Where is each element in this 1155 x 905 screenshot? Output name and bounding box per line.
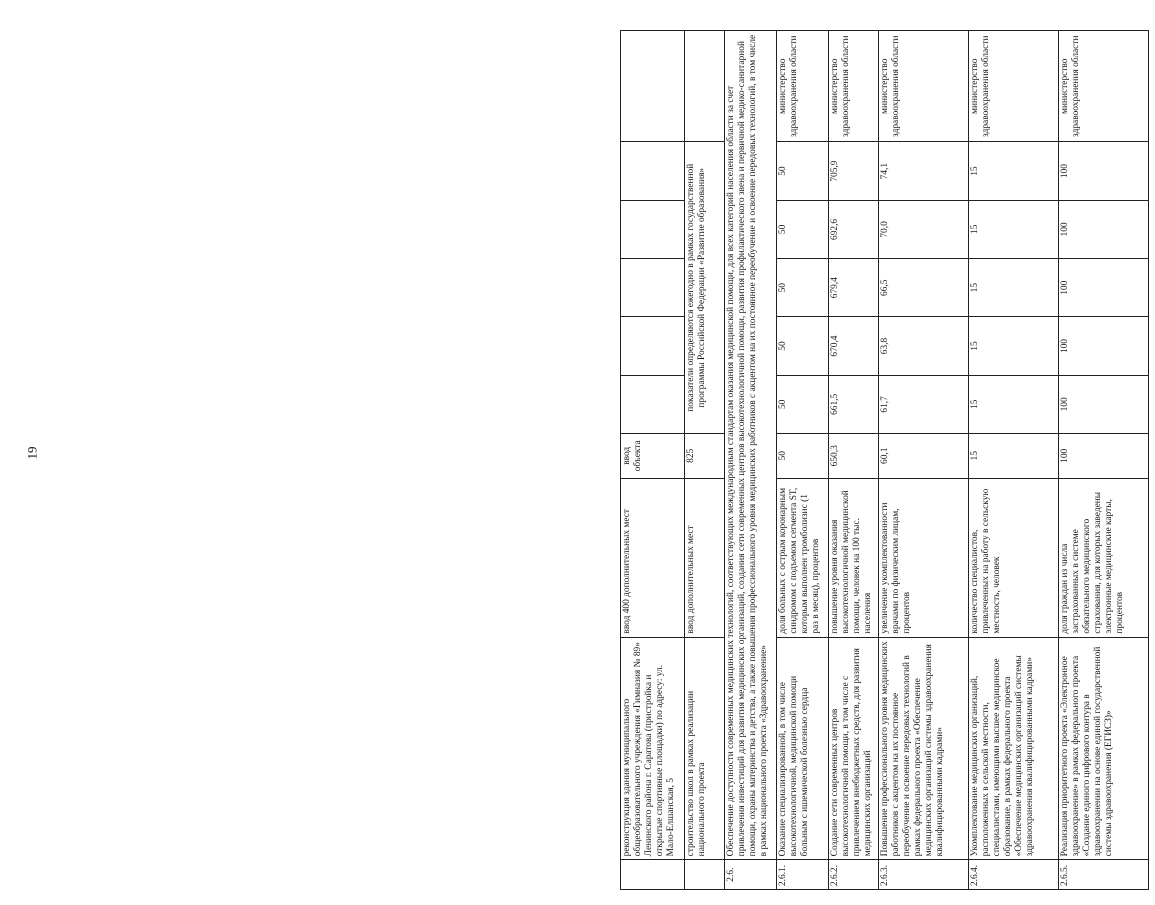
cell-base: 825 [685,434,725,479]
cell-year [621,259,685,317]
cell-name: Повышение профессионального уровня медицинских работников с акцентом на их постоянное переобучение и освоение передовых технологий в рамках федерального проекта «Обеспечение медицинских организаций системы здравоохранения квалифицированными кадрами» [879,637,969,860]
cell-year [621,375,685,433]
rotated-table-container [620,30,1155,890]
cell-resp: министерство здравоохранения области [777,31,829,142]
cell-year: 15 [969,317,1059,375]
cell-resp: министерство здравоохранения области [829,31,879,142]
cell-resp: министерство здравоохранения области [969,31,1059,142]
cell-year: 15 [969,375,1059,433]
cell-num [685,860,725,890]
cell-name: Укомплектование медицинских организаций, расположенных в сельской местности, специалистами, имеющими высшее медицинское образование, в рамках федерального проекта «Обеспечение медицинских организаций системы здравоохранения квалифицированными кадрами» [969,637,1059,860]
cell-num: 2.6. [725,860,777,890]
cell-year [621,317,685,375]
cell-base: 650,3 [829,434,879,479]
cell-year: 100 [1059,200,1149,258]
cell-base: 50 [777,434,829,479]
cell-name: Оказание специализированной, в том числе высокотехнологичной, медицинской помощи больным с ишемической болезнью сердца [777,637,829,860]
cell-year: 74,1 [879,142,969,200]
cell-indicator: ввод 400 дополнительных мест [621,478,685,637]
table-row [1059,31,1149,890]
table-row [879,31,969,890]
cell-indicator: доля граждан из числа застрахованных в системе обязательного медицинского страхования, для которых заведены электронные медицинские карты, процентов [1059,478,1149,637]
cell-year: 66,5 [879,259,969,317]
cell-year: 670,4 [829,317,879,375]
cell-name: Создание сети современных центров высокотехнологичной помощи, в том числе с привлечением внебюджетных средств, для развития медицинских организаций [829,637,879,860]
cell-year: 692,6 [829,200,879,258]
cell-year: 100 [1059,142,1149,200]
table-row [969,31,1059,890]
cell-indicator: доля больных с острым коронарным синдромом с подъемом сегмента ST, которым выполнен тромболизис (1 раз в месяц), процентов [777,478,829,637]
cell-name: Реализация приоритетного проекта «Электронное здравоохранение» в рамках федерального проекта «Создание единого цифрового контура в здравоохранении на основе единой государственной системы здравоохранения (ЕГИСЗ)» [1059,637,1149,860]
cell-num: 2.6.5. [1059,860,1149,890]
cell-year: 61,7 [879,375,969,433]
cell-year: 63,8 [879,317,969,375]
cell-year: 15 [969,259,1059,317]
table-row-section [725,31,777,890]
table-row [829,31,879,890]
cell-year: 15 [969,142,1059,200]
cell-name: строительство школ в рамках реализации национального проекта [685,637,725,860]
cell-year: 100 [1059,375,1149,433]
cell-note: показатели определяются ежегодно в рамках государственной программы Российской Федерации «Развитие образования» [685,142,725,434]
cell-year: 50 [777,259,829,317]
cell-resp [685,31,725,142]
cell-year: 50 [777,200,829,258]
cell-indicator: повышение уровня оказания высокотехнологичной медицинской помощи, человек на 100 тыс. населения [829,478,879,637]
cell-num: 2.6.4. [969,860,1059,890]
cell-year: 705,9 [829,142,879,200]
cell-indicator: увеличение укомплектованности врачами по физическим лицам, процентов [879,478,969,637]
cell-year: 679,4 [829,259,879,317]
cell-num: 2.6.3. [879,860,969,890]
cell-num [621,860,685,890]
cell-section-text: Обеспечение доступности современных медицинских технологий, соответствующих международным стандартам оказания медицинской помощи, для всех категорий населения области за счет привлечения инвестиций для развития медицинских организаций, создания сети современных центров высокотехнологичной помощи, развития профилактического звена и первичной медико-санитарной помощи, охраны материнства и детства, а также повышения профессионального уровня медицинских работников с акцентом на их постоянное переобучение и освоение передовых технологий, в том числе в рамках национального проекта «Здравоохранение» [725,31,777,860]
table-row [685,31,725,890]
cell-year: 100 [1059,317,1149,375]
cell-year: 15 [969,200,1059,258]
cell-base: 15 [969,434,1059,479]
cell-year: 50 [777,317,829,375]
table-row [777,31,829,890]
cell-base: 100 [1059,434,1149,479]
cell-year: 661,5 [829,375,879,433]
cell-num: 2.6.2. [829,860,879,890]
table-row [621,31,685,890]
cell-name: реконструкция здания муниципального общеобразовательного учреждения «Гимназия № 89» Ленинского района г. Саратова (пристройка и открытые спортивные площадки) по адресу: ул. Мало-Елшанская, 5 [621,637,685,860]
cell-year: 50 [777,375,829,433]
cell-year [621,142,685,200]
cell-year [621,200,685,258]
program-table [620,30,1149,890]
cell-indicator: ввод дополнительных мест [685,478,725,637]
page-number: 19 [24,446,40,460]
cell-num: 2.6.1. [777,860,829,890]
cell-resp: министерство здравоохранения области [879,31,969,142]
cell-year: 70,0 [879,200,969,258]
cell-base: 60,1 [879,434,969,479]
cell-resp: министерство здравоохранения области [1059,31,1149,142]
cell-indicator: количество специалистов, привлеченных на работу в сельскую местность, человек [969,478,1059,637]
cell-year: 100 [1059,259,1149,317]
cell-base: ввод объекта [621,434,685,479]
cell-year: 50 [777,142,829,200]
cell-resp [621,31,685,142]
